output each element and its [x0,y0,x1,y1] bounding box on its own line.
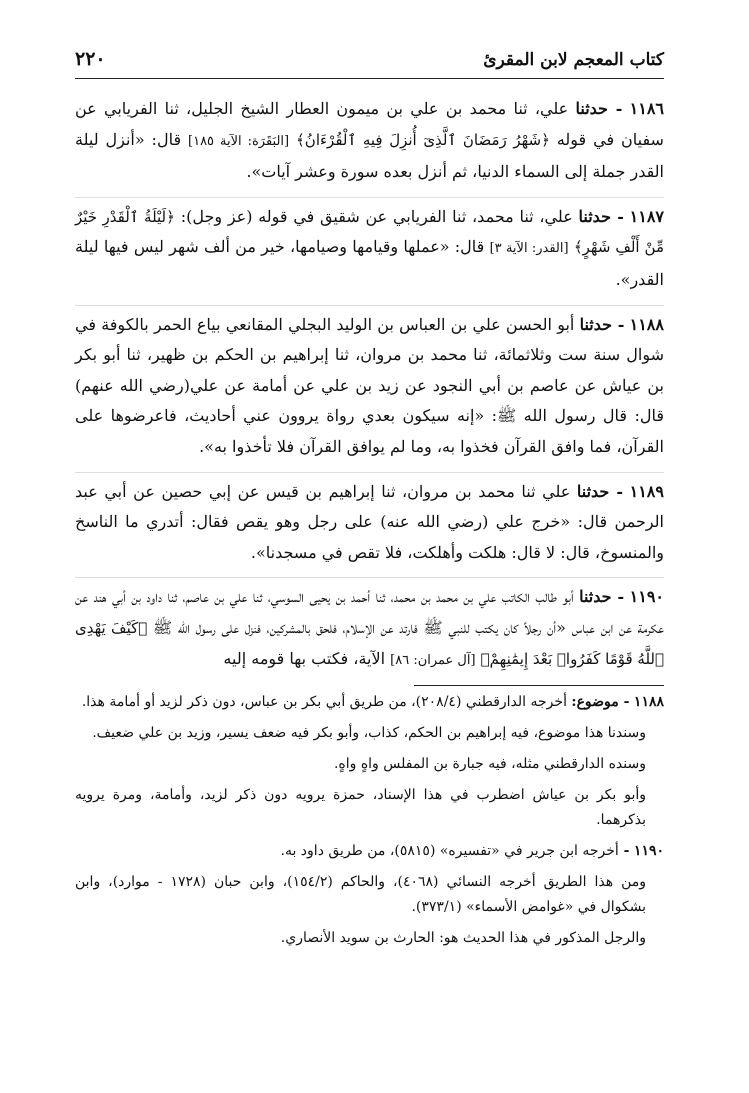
footnote-number: ١١٩٠ [633,843,664,859]
entry-text: الآية، فكتب بها قومه إليه [223,648,386,668]
entry-opener: حدثنا [578,206,611,226]
quran-verse: ﴿شَهْرُ رَمَضَانَ ٱلَّذِىٓ أُنزِلَ فِيهِ ٱلْقُرْءَانُ﴾ [296,130,550,149]
verse-reference: [القدر: الآية ٣] [489,241,569,257]
entry-opener: حدثنا [576,481,610,501]
entry-number: ١١٨٩ [629,481,664,501]
footnote-paragraph: والرجل المذكور في هذا الحديث هو: الحارث بن سويد الأنصاري. [280,930,646,946]
footnotes [75,690,664,957]
entry-number: ١١٨٨ [629,314,664,334]
footnote-paragraph: وسندنا هذا موضوع، فيه إبراهيم بن الحكم، كذاب، وأبو بكر فيه ضعف يسير، وزيد بن علي ضعيف. [92,725,646,741]
hadith-entry-1187: ١١٨٧ - حدثنا علي، ثنا محمد، ثنا الفريابي عن شقيق في قوله (عز وجل): ﴿لَيْلَةُ ٱلْقَدْرِ خَيْرٌ مِّنْ أَلْفِ شَهْرٍ﴾ [القدر: الآية ٣] قال: «عملها وقيامها وصيامها، خير من ألف شهر ليس فيها ليلة القدر». [75,197,664,296]
footnote-paragraph: وأبو بكر بن عياش اضطرب في هذا الإسناد، حمزة يرويه دون ذكر لزيد، وأمامة، ومرة يرويه بذكرهما. [75,787,646,828]
entry-text: قال: «عملها وقيامها وصيامها، خير من ألف شهر ليس فيها ليلة القدر». [75,237,664,289]
hadith-entry-1189: ١١٨٩ - حدثنا علي ثنا محمد بن مروان، ثنا إبراهيم بن قيس عن إبي حصين عن أبي عبد الرحمن قال: «خرج علي (رضي الله عنه) على رجل وهو يقص فقال: أتدري ما الناسخ والمنسوخ، قال: لا قال: هلكت وأهلكت، فلا تقص في مسجدنا». [75,472,664,569]
footnote-1188: ١١٨٨ - موضوع: أخرجه الدارقطني (٢٠٨/٤)، من طريق أبي بكر بن عباس، دون ذكر لزيد أو أمامة هذا. [81,694,664,710]
entry-text: أبو طالب الكاتب علي بن محمد بن محمد، ثنا أحمد بن يحيى السوسي، ثنا علي بن عاصم، ثنا داود بن أبي هند عن عكرمة عن ابن عباس «أن رجلاً كان يكتب للنبي ﷺ فارتد عن الإسلام، فلحق بالمشركين، فنزل على رسول الله ﷺ [75,587,665,637]
entry-number: ١١٩٠ [629,587,664,607]
quran-verse: ﴿لَيْلَةُ ٱلْقَدْرِ خَيْرٌ مِّنْ أَلْفِ شَهْرٍ﴾ [75,207,664,257]
footnote-text: أخرجه ابن جرير في «تفسيره» (٥٨١٥)، من طريق داود به. [280,843,619,859]
footnote-label: موضوع: [571,694,619,710]
hadith-entry-1186: ١١٨٦ - حدثنا علي، ثنا محمد بن علي بن ميمون العطار الشيخ الجليل، ثنا الفريابي عن سفيان في قوله ﴿شَهْرُ رَمَضَانَ ٱلَّذِىٓ أُنزِلَ فِيهِ ٱلْقُرْءَانُ﴾ [البَقَرَة: الآية ١٨٥] قال: «أنزل ليلة القدر جملة إلى السماء الدنيا، ثم أنزل بعده سورة وعشر آيات». [75,99,665,182]
entry-opener: حدثنا [575,99,608,118]
entry-text: علي، ثنا محمد بن علي بن ميمون العطار الشيخ الجليل، ثنا الفريابي عن سفيان في قوله [75,99,664,149]
footnote-1190: ١١٩٠ - أخرجه ابن جرير في «تفسيره» (٥٨١٥)، من طريق داود به. [280,843,664,859]
book-title: كتاب المعجم لابن المقرئ [483,50,664,70]
page-number: ٢٢٠ [75,48,106,70]
entry-number: ١١٨٦ [629,99,665,118]
hadith-entry-1190: ١١٩٠ - حدثنا أبو طالب الكاتب علي بن محمد بن محمد، ثنا أحمد بن يحيى السوسي، ثنا علي بن عاصم، ثنا داود بن أبي هند عن عكرمة عن ابن عباس «أن رجلاً كان يكتب للنبي ﷺ فارتد عن الإسلام، فلحق بالمشركين، فنزل على رسول الله ﷺ ﴿كَيْفَ يَهْدِى ٱللَّهُ قَوْمًا كَفَرُوا۟ بَعْدَ إِيمَٰنِهِمْ﴾ [آل عمران: ٨٦] الآية، فكتب بها قومه إليه [75,577,664,676]
footnote-divider [414,685,664,686]
main-text [75,94,664,685]
verse-reference: [البَقَرَة: الآية ١٨٥] [188,133,290,149]
entry-text: أبو الحسن علي بن العباس بن الوليد البجلي المقانعي بياع الحمر بالكوفة في شوال سنة ست وثلاثمائة، ثنا محمد بن مروان، ثنا إبراهيم بن الحكم بن ظهير، ثنا أبو بكر بن عياش عن عاصم بن أبي النجود عن زيد بن علي عن أمامة عن علي(رضي الله عنهم) قال: قال رسول الله ﷺ: «إنه سيكون بعدي رواة يروون عني أحاديث، فاعرضوها على القرآن، فما وافق القرآن فخذوا به، وما لم يوافق القرآن فلا تأخذوا به». [75,314,664,456]
entry-text: علي ثنا محمد بن مروان، ثنا إبراهيم بن قيس عن إبي حصين عن أبي عبد الرحمن قال: «خرج علي (رضي الله عنه) على رجل وهو يقص فقال: أتدري ما الناسخ والمنسوخ، قال: لا قال: هلكت وأهلكت، فلا تقص في مسجدنا». [75,481,664,562]
hadith-entry-1188: ١١٨٨ - حدثنا أبو الحسن علي بن العباس بن الوليد البجلي المقانعي بياع الحمر بالكوفة في شوال سنة ست وثلاثمائة، ثنا محمد بن مروان، ثنا إبراهيم بن الحكم بن ظهير، ثنا أبو بكر بن عياش عن عاصم بن أبي النجود عن زيد بن علي عن أمامة عن علي(رضي الله عنهم) قال: قال رسول الله ﷺ: «إنه سيكون بعدي رواة يروون عني أحاديث، فاعرضوها على القرآن، فما وافق القرآن فخذوا به، وما لم يوافق القرآن فلا تأخذوا به». [75,305,664,463]
page-header [75,44,664,79]
entry-number: ١١٨٧ [629,206,664,226]
footnote-paragraph: ومن هذا الطريق أخرجه النسائي (٤٠٦٨)، والحاكم (١٥٤/٢)، وابن حبان (١٧٢٨ - موارد)، وابن بشكوال في «غوامض الأسماء» (٣٧٣/١). [75,874,646,915]
entry-opener: حدثنا [579,587,612,607]
footnote-paragraph: وسنده الدارقطني مثله، فيه جبارة بن المفلس واهٍ واهٍ. [333,756,646,772]
entry-text: قال: «أنزل ليلة القدر جملة إلى السماء الدنيا، ثم أنزل بعده سورة وعشر آيات». [75,129,664,182]
footnote-number: ١١٨٨ [633,694,664,710]
entry-text: علي، ثنا محمد، ثنا الفريابي عن شقيق في قوله (عز وجل): [180,206,573,226]
verse-reference: [آل عمران: ٨٦] [390,652,476,668]
entry-opener: حدثنا [579,314,613,334]
footnote-text: أخرجه الدارقطني (٢٠٨/٤)، من طريق أبي بكر بن عباس، دون ذكر لزيد أو أمامة هذا. [81,694,567,710]
quran-verse: ﴿كَيْفَ يَهْدِى ٱللَّهُ قَوْمًا كَفَرُوا۟ بَعْدَ إِيمَٰنِهِمْ﴾ [75,618,664,668]
